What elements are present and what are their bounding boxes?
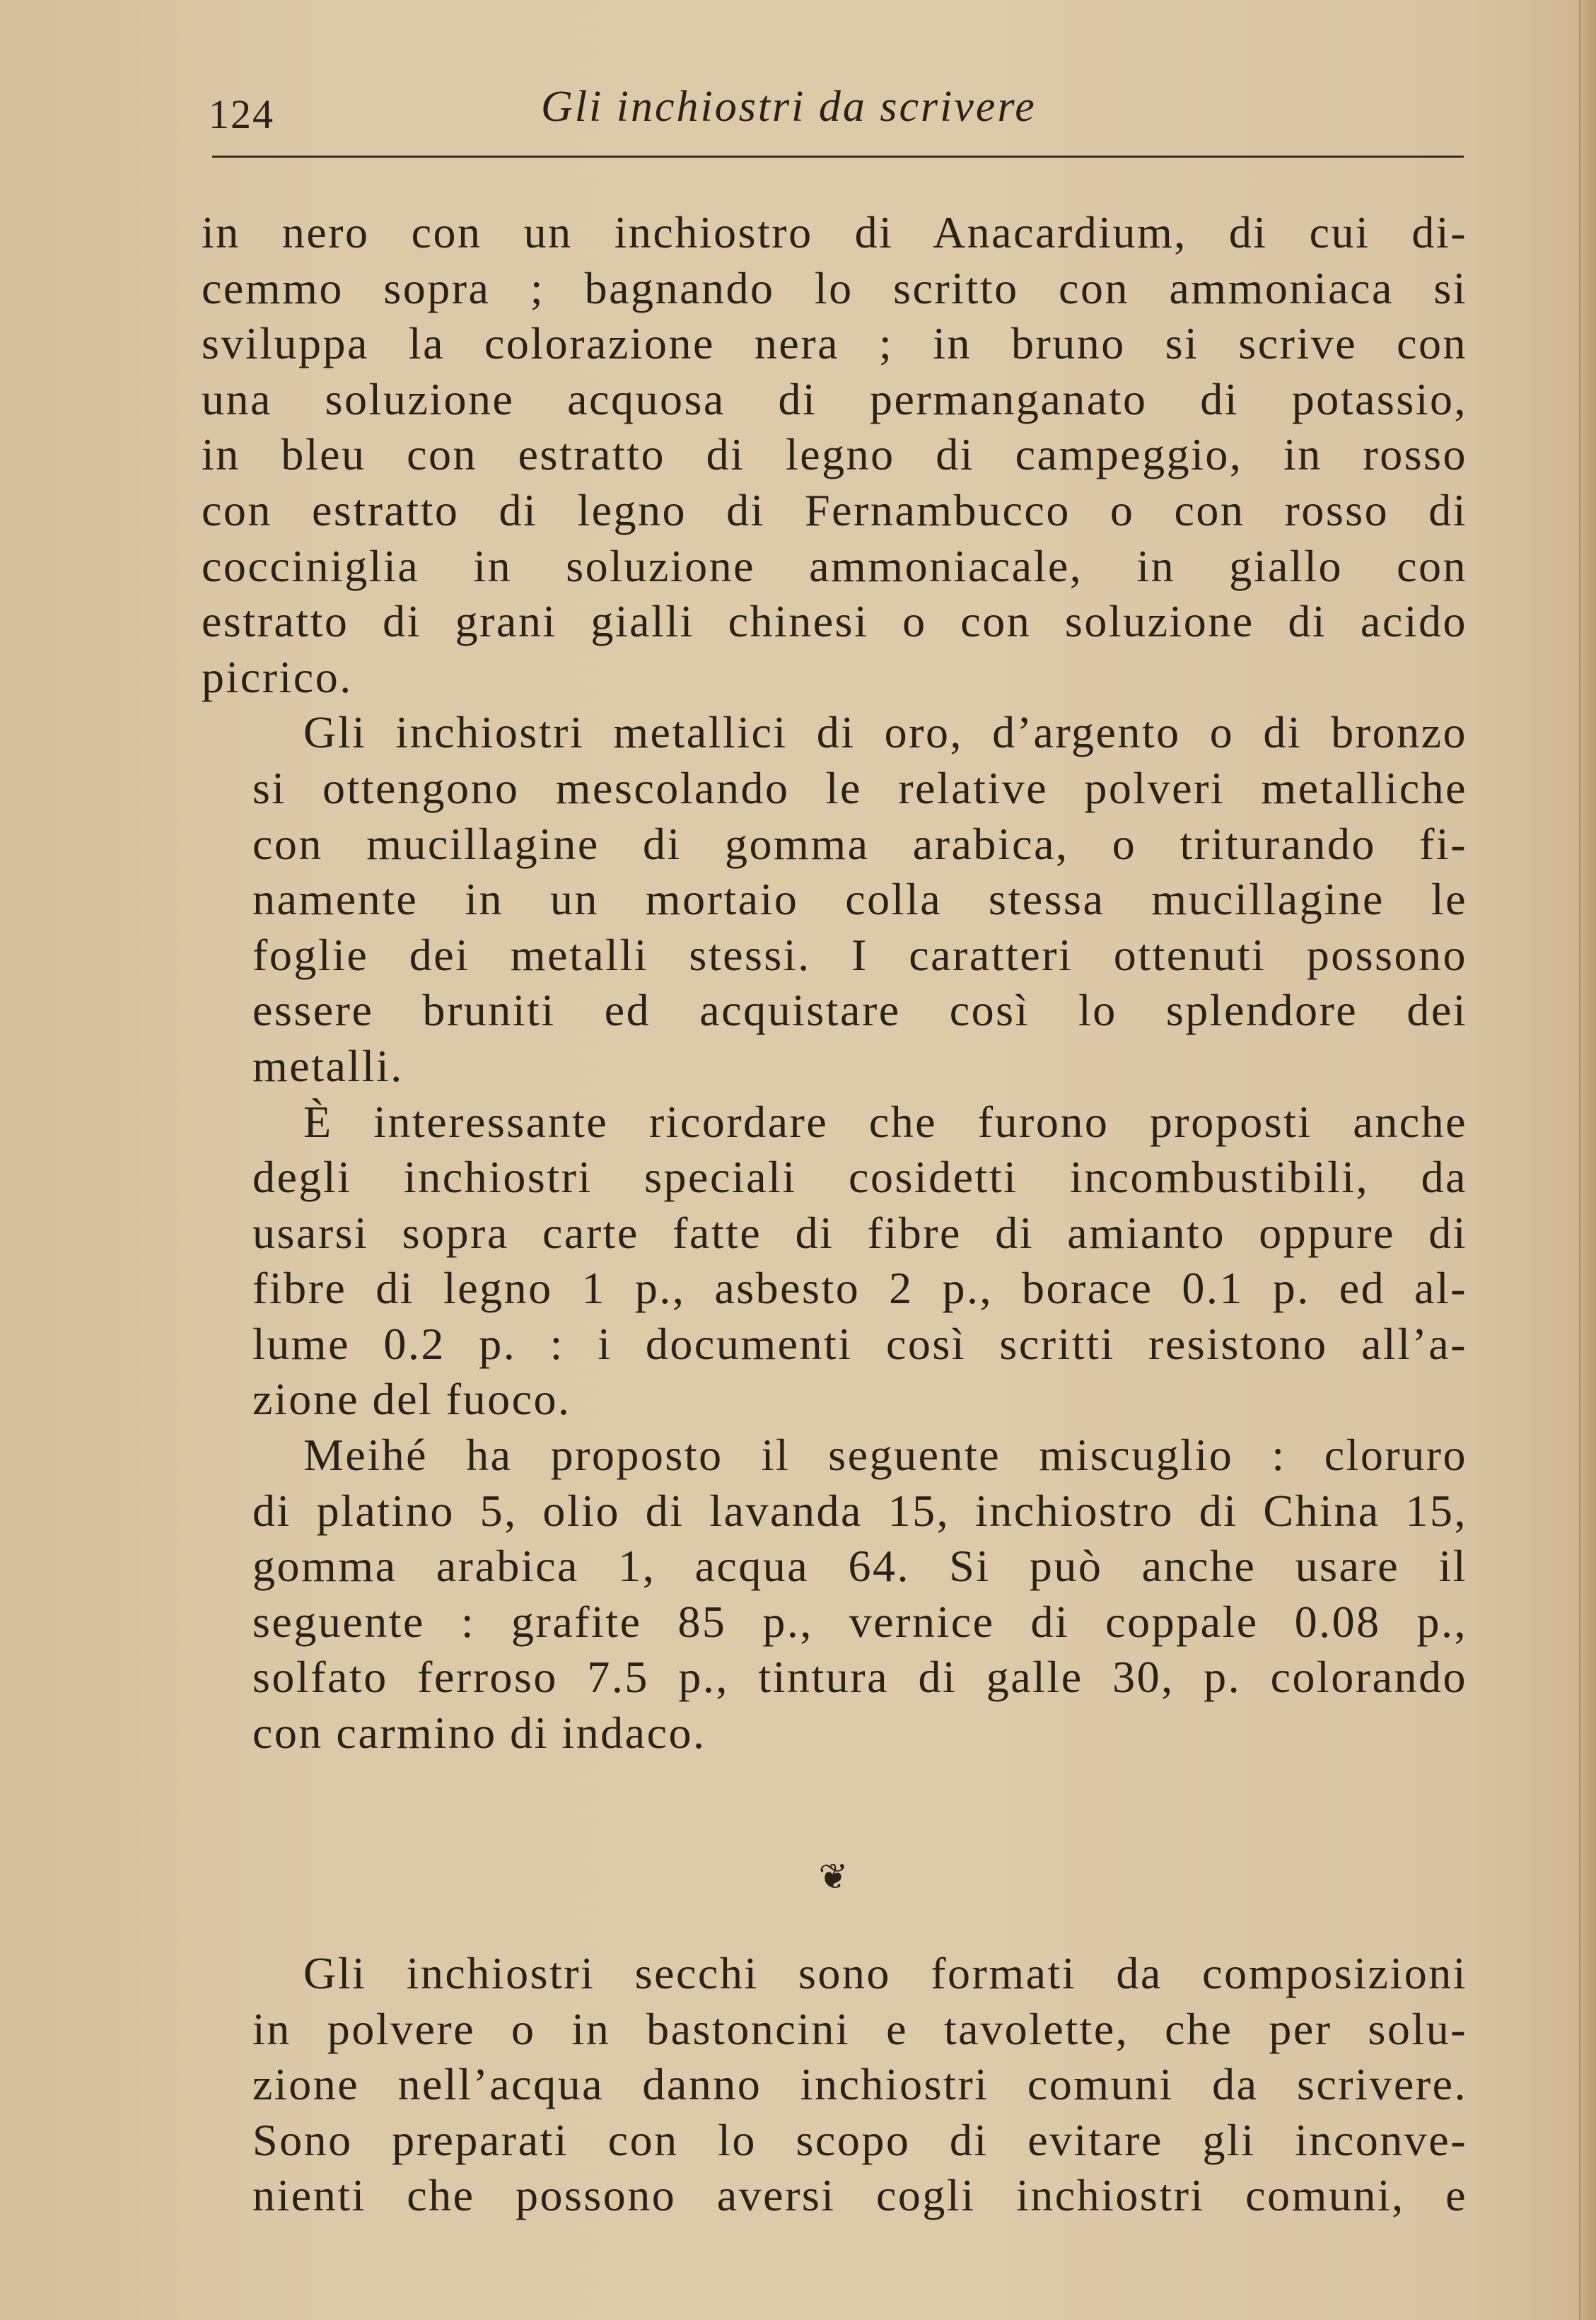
text-line: con mucillagine di gomma arabica, o triturando fi-	[252, 818, 1467, 869]
fleuron-icon: ❦	[818, 1856, 849, 1897]
text-line: in bleu con estratto di legno di campeggio, in rosso	[202, 429, 1467, 480]
paragraph-4	[202, 1428, 1467, 1761]
text-line: È interessante ricordare che furono proposti anche	[303, 1096, 1467, 1147]
header-rule	[212, 156, 1464, 158]
text-line: in polvere o in bastoncini e tavolette, che per solu-	[252, 2003, 1467, 2054]
text-line: usarsi sopra carte fatte di fibre di amianto oppure di	[252, 1207, 1467, 1258]
text-line: di platino 5, olio di lavanda 15, inchiostro di China 15,	[252, 1485, 1467, 1536]
paragraph-5	[202, 1946, 1467, 2224]
text-line: sviluppa la colorazione nera ; in bruno si scrive con	[202, 318, 1467, 369]
page-edge	[1579, 0, 1596, 2320]
section-divider	[0, 1856, 1596, 1897]
text-line: gomma arabica 1, acqua 64. Si può anche usare il	[252, 1541, 1467, 1592]
text-line: foglie dei metalli stessi. I caratteri ottenuti possono	[252, 929, 1467, 980]
page-number: 124	[209, 91, 274, 137]
text-line: Meihé ha proposto il seguente miscuglio : cloruro	[303, 1430, 1467, 1481]
text-line: con carmino di indaco.	[252, 1708, 706, 1759]
paragraph-2	[202, 705, 1467, 1094]
paragraph-3	[202, 1095, 1467, 1428]
running-title: Gli inchiostri da scrivere	[541, 83, 1037, 131]
body-text-continued	[202, 1946, 1467, 2224]
text-line: zione del fuoco.	[252, 1374, 571, 1425]
text-line: degli inchiostri speciali cosidetti incombustibili, da	[252, 1152, 1467, 1203]
text-line: metalli.	[252, 1040, 404, 1091]
text-line: Gli inchiostri secchi sono formati da composizioni	[303, 1948, 1467, 1998]
text-line: solfato ferroso 7.5 p., tintura di galle 30, p. colorando	[252, 1652, 1467, 1703]
text-line: Sono preparati con lo scopo di evitare gli inconve-	[252, 2114, 1467, 2165]
text-line: namente in un mortaio colla stessa mucillagine le	[252, 874, 1467, 925]
text-line: nienti che possono aversi cogli inchiostri comuni, e	[252, 2170, 1467, 2221]
text-line: Gli inchiostri metallici di oro, d’argento o di bronzo	[303, 707, 1467, 758]
page-header	[209, 78, 1464, 148]
body-text	[202, 205, 1467, 1761]
text-line: picrico.	[202, 651, 353, 702]
text-line: essere bruniti ed acquistare così lo splendore dei	[252, 985, 1467, 1036]
text-line: lume 0.2 p. : i documenti così scritti resistono all’a-	[252, 1318, 1467, 1369]
text-line: con estratto di legno di Fernambucco o con rosso di	[202, 484, 1467, 535]
text-line: si ottengono mescolando le relative polveri metalliche	[252, 762, 1467, 813]
text-line: seguente : grafite 85 p., vernice di coppale 0.08 p.,	[252, 1596, 1467, 1647]
text-line: estratto di grani gialli chinesi o con soluzione di acido	[202, 596, 1467, 647]
text-line: in nero con un inchiostro di Anacardium, di cui di-	[202, 207, 1467, 257]
text-line: zione nell’acqua danno inchiostri comuni da scrivere.	[252, 2059, 1467, 2110]
text-line: una soluzione acquosa di permanganato di potassio,	[202, 373, 1467, 424]
text-line: fibre di legno 1 p., asbesto 2 p., borace 0.1 p. ed al-	[252, 1263, 1467, 1314]
text-line: cemmo sopra ; bagnando lo scritto con ammoniaca si	[202, 262, 1467, 313]
paragraph-1	[202, 205, 1467, 705]
text-line: cocciniglia in soluzione ammoniacale, in giallo con	[202, 540, 1467, 591]
